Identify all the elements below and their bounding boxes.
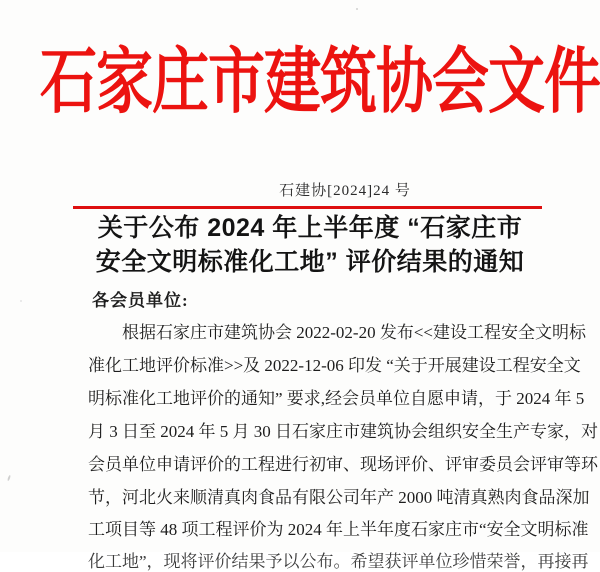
notice-title-line2: 安全文明标准化工地” 评价结果的通知 [95,247,525,276]
salutation: 各会员单位: [92,291,189,310]
body-line: 根据石家庄市建筑协会 2022-02-20 发布<<建设工程安全文明标 [122,323,586,342]
body-line: 节，河北火来顺清真肉食品有限公司年产 2000 吨清真熟肉食品深加 [88,488,590,507]
body-line: 准化工地评价标准>>及 2022-12-06 印发 “关于开展建设工程安全文 [88,356,581,375]
red-separator-rule [73,206,542,209]
letterhead-title: 石家庄市建筑协会文件 [40,39,600,124]
body-line: 会员单位申请评价的工程进行初审、现场评价、评审委员会评审等环 [88,455,598,474]
scan-speck [7,475,11,481]
notice-title [60,212,560,279]
body-line-cutoff: 化工地”，现将评价结果予以公布。希望获评单位珍惜荣誉，再接再 [88,552,589,571]
body-line: 工项目等 48 项工程评价为 2024 年上半年度石家庄市“安全文明标准 [88,520,589,539]
scan-speck [356,8,358,10]
body-line: 明标准化工地评价的通知” 要求,经会员单位自愿申请，于 2024 年 5 [88,389,585,408]
scan-speck [20,300,22,302]
document-number: 石建协[2024]24 号 [279,183,411,199]
scan-speck [112,223,116,225]
body-line: 月 3 日至 2024 年 5 月 30 日石家庄市建筑协会组织安全生产专家，对 [88,422,598,441]
notice-title-line1: 关于公布 2024 年上半年度 “石家庄市 [97,214,523,242]
